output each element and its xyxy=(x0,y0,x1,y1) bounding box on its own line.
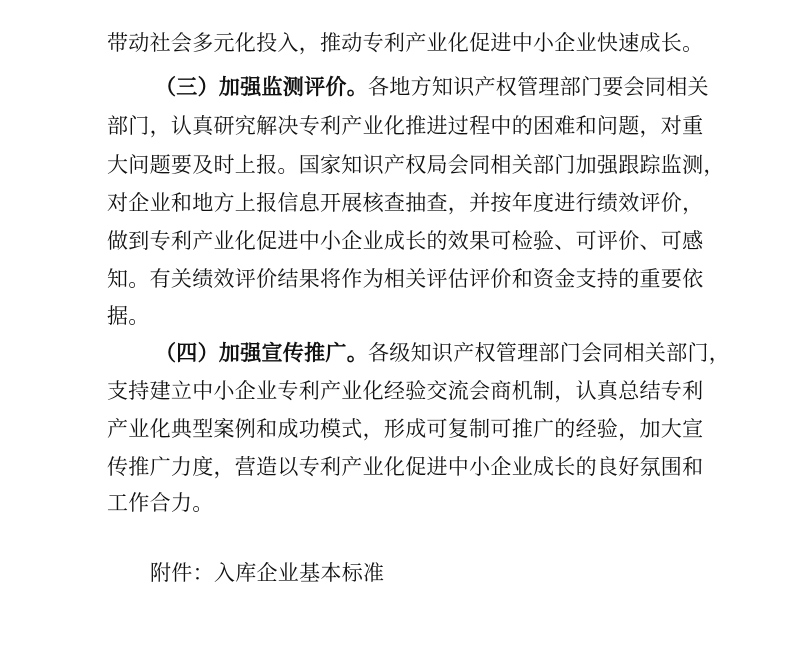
paragraph-3-line-1 xyxy=(155,338,731,368)
paragraph-2-line-6: 知。有关绩效评价结果将作为相关评估评价和资金支持的重要依 xyxy=(107,267,704,291)
paragraph-2-line-5: 做到专利产业化促进中小企业成长的效果可检验、可评价、可感 xyxy=(107,229,704,253)
paragraph-1-line-1: 带动社会多元化投入，推动专利产业化促进中小企业快速成长。 xyxy=(107,31,704,55)
paragraph-2-line-7: 据。 xyxy=(107,304,150,328)
section-heading-monitoring: （三）加强监测评价。 xyxy=(155,74,368,99)
paragraph-2-line-4: 对企业和地方上报信息开展核查抽查，并按年度进行绩效评价， xyxy=(107,191,704,215)
paragraph-2-line-3: 大问题要及时上报。国家知识产权局会同相关部门加强跟踪监测， xyxy=(107,153,725,177)
paragraph-2-line-2: 部门，认真研究解决专利产业化推进过程中的困难和问题，对重 xyxy=(107,114,704,138)
paragraph-3-line-3: 产业化典型案例和成功模式，形成可复制可推广的经验，加大宣 xyxy=(107,417,704,441)
section-heading-promotion: （四）加强宣传推广。 xyxy=(155,340,368,365)
paragraph-3-line-4: 传推广力度，营造以专利产业化促进中小企业成长的良好氛围和 xyxy=(107,455,704,479)
paragraph-2-line-1-text: 各地方知识产权管理部门要会同相关 xyxy=(368,75,709,99)
paragraph-2-line-1 xyxy=(155,72,709,102)
paragraph-3-line-1-text: 各级知识产权管理部门会同相关部门， xyxy=(368,341,731,365)
paragraph-3-line-5: 工作合力。 xyxy=(107,491,214,515)
paragraph-3-line-2: 支持建立中小企业专利产业化经验交流会商机制，认真总结专利 xyxy=(107,379,704,403)
attachment-line: 附件：入库企业基本标准 xyxy=(150,561,385,585)
